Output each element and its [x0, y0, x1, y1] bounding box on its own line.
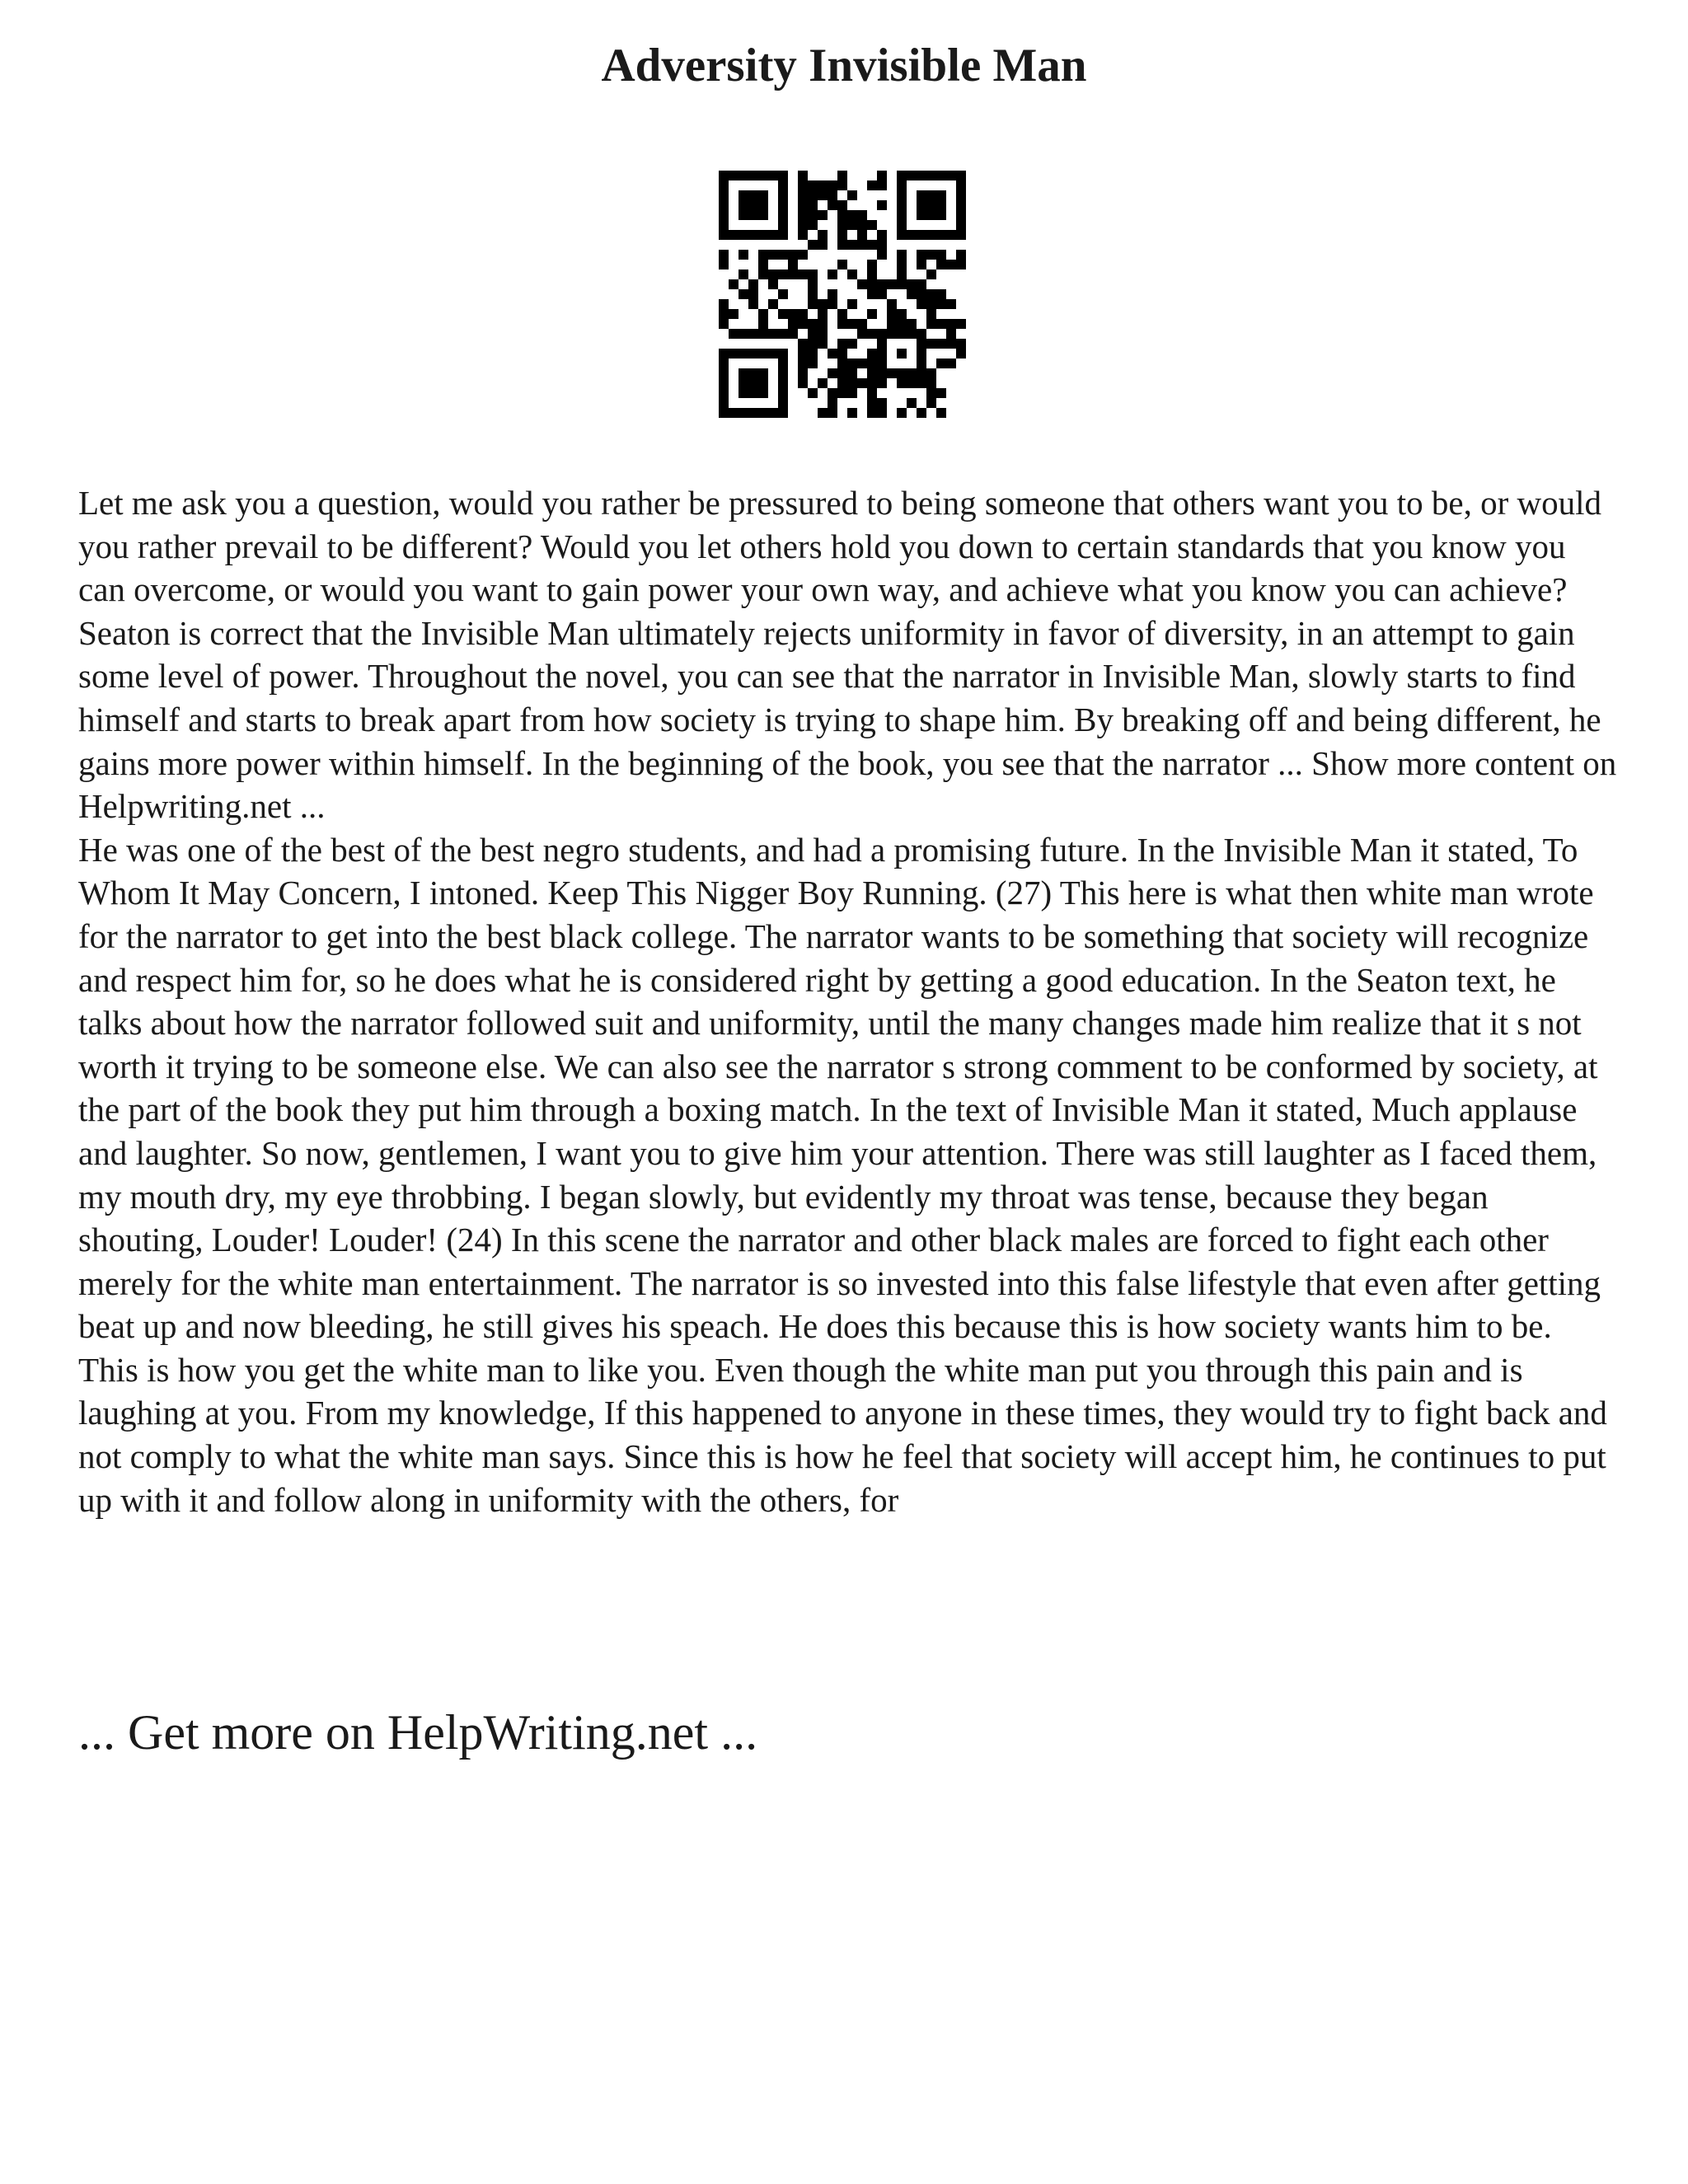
page-title: Adversity Invisible Man [601, 40, 1087, 91]
qr-code-icon [719, 171, 966, 418]
paragraph-2: He was one of the best of the best negro students, and had a promising future. In the Invisible Man it stated, To Whom It May Concern, I intoned. Keep This Nigger Boy Running. (27) This here is what then white man wrote for the narrator to get into the best black college. The narrator wants to be something that society will recognize and respect him for, so he does what he is considered right by getting a good education. In the Seaton text, he talks about how the narrator followed suit and uniformity, until the many changes made him realize that it s not worth it trying to be someone else. We can also see the narrator s strong comment to be conformed by society, at the part of the book they put him through a boxing match. In the text of Invisible Man it stated, Much applause and laughter. So now, gentlemen, I want you to give him your attention. There was still laughter as I faced them, my mouth dry, my eye throbbing. I began slowly, but evidently my throat was tense, because they began shouting, Louder! Louder! (24) In this scene the narrator and other black males are forced to fight each other merely for the white man entertainment. The narrator is so invested into this false lifestyle that even after getting beat up and now bleeding, he still gives his speach. He does this because this is how society wants him to be. This is how you get the white man to like you. Even though the white man put you through this pain and is laughing at you. From my knowledge, If this happened to anyone in these times, they would try to fight back and not comply to what the white man says. Since this is how he feel that society will accept him, he continues to put up with it and follow along in uniformity with the others, for [78, 830, 1607, 1519]
get-more-link[interactable]: ... Get more on HelpWriting.net ... [78, 1705, 758, 1760]
paragraph-1: Let me ask you a question, would you rather be pressured to being someone that others want you to be, or would you rather prevail to be different? Would you let others hold you down to certain standards that you know you can overcome, or would you want to gain power your own way, and achieve what you know you can achieve? Seaton is correct that the Invisible Man ultimately rejects uniformity in favor of diversity, in an attempt to gain some level of power. Throughout the novel, you can see that the narrator in Invisible Man, slowly starts to find himself and starts to break apart from how society is trying to shape him. By breaking off and being different, he gains more power within himself. In the beginning of the book, you see that the narrator ... Show more content on Helpwriting.net ... [78, 484, 1617, 826]
article-body [78, 481, 1620, 1521]
